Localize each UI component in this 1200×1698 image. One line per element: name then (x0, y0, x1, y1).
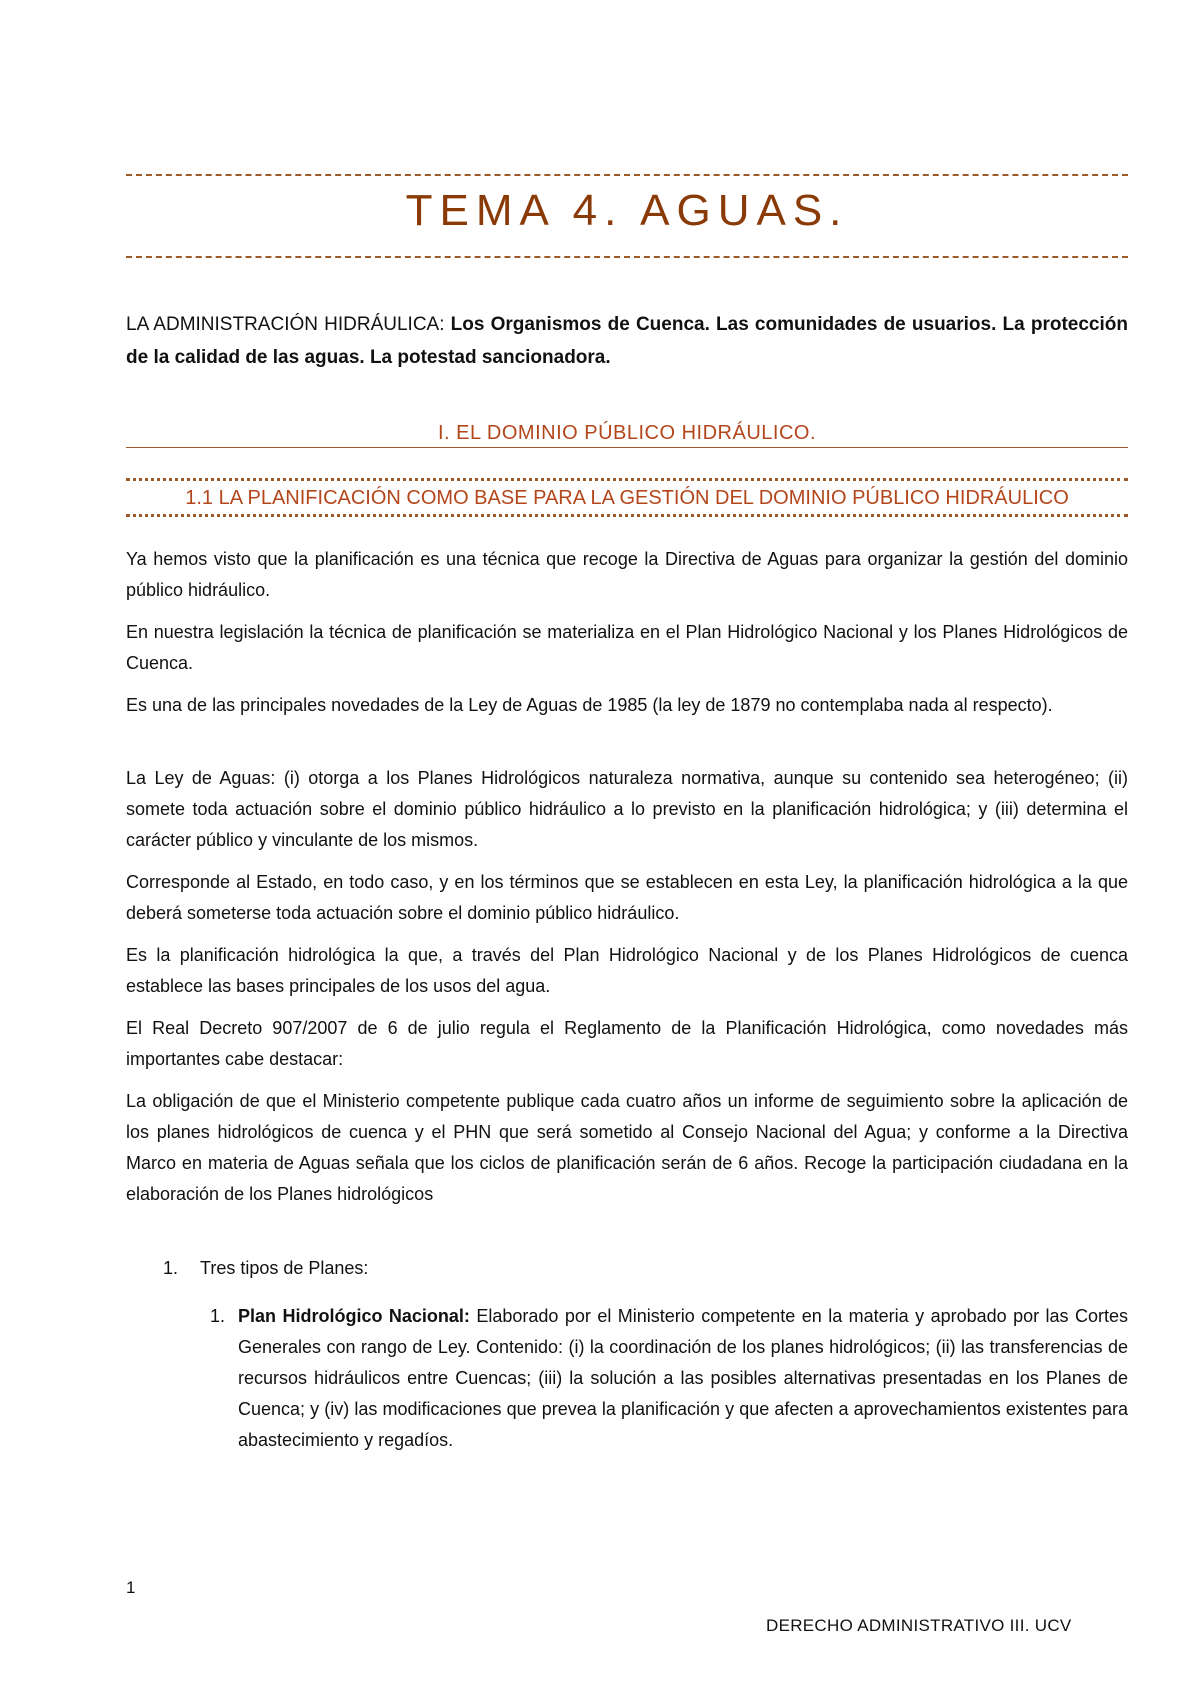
list-item-number: 1. (163, 1258, 179, 1278)
list-item-text: Tres tipos de Planes: (200, 1258, 369, 1278)
subsection-heading: 1.1 LA PLANIFICACIÓN COMO BASE PARA LA GESTIÓN DEL DOMINIO PÚBLICO HIDRÁULICO (185, 487, 1069, 509)
document-title: TEMA 4. AGUAS. (405, 186, 849, 235)
body-paragraph: Ya hemos visto que la planificación es una técnica que recoge la Directiva de Aguas para organizar la gestión del dominio público hidráulico. (126, 549, 1128, 600)
title-top-rule (126, 174, 1128, 176)
intro-bold-text: Los Organismos de Cuenca. Las comunidades de usuarios. La protección de la calidad de las aguas. La potestad sancionadora. (126, 314, 1128, 368)
subsection-bottom-rule (126, 514, 1128, 517)
page-footer: DERECHO ADMINISTRATIVO III. UCV (766, 1616, 1072, 1635)
intro-paragraph (126, 308, 1128, 374)
body-paragraph: Es una de las principales novedades de la Ley de Aguas de 1985 (la ley de 1879 no contemplaba nada al respecto). (126, 695, 1053, 715)
body-paragraph: La Ley de Aguas: (i) otorga a los Planes Hidrológicos naturaleza normativa, aunque su contenido sea heterogéneo; (ii) somete toda actuación sobre el dominio público hidráulico a lo previsto en la planificación hidrológica; y (iii) determina el carácter público y vinculante de los mismos. (126, 768, 1128, 850)
sub-list-item-term: Plan Hidrológico Nacional: (238, 1306, 470, 1326)
page-number: 1 (126, 1578, 136, 1597)
body-paragraph: Corresponde al Estado, en todo caso, y en los términos que se establecen en esta Ley, la planificación hidrológica a la que deberá someterse toda actuación sobre el dominio público hidráulico. (126, 872, 1128, 923)
body-paragraph: El Real Decreto 907/2007 de 6 de julio regula el Reglamento de la Planificación Hidrológica, como novedades más importantes cabe destacar: (126, 1018, 1128, 1069)
body-paragraph: Es la planificación hidrológica la que, a través del Plan Hidrológico Nacional y de los Planes Hidrológicos de cuenca establece las bases principales de los usos del agua. (126, 945, 1128, 996)
intro-prefix: LA ADMINISTRACIÓN HIDRÁULICA: (126, 314, 451, 335)
section-heading: I. EL DOMINIO PÚBLICO HIDRÁULICO. (437, 422, 817, 444)
sub-list-item-number: 1. (210, 1306, 226, 1326)
title-bottom-rule (126, 256, 1128, 258)
sub-list-item-body: Elaborado por el Ministerio competente en la materia y aprobado por las Cortes Generales con rango de Ley. Contenido: (i) la coordinación de los planes hidrológicos; (ii) las transferencias de recursos hidráulicos entre Cuencas; (iii) la solución a las posibles alternativas presentadas en los Planes de Cuenca; y (iv) las modificaciones que prevea la planificación y que afecten a aprovechamientos existentes para abastecimiento y regadíos. (238, 1306, 1129, 1450)
section-heading-rule (126, 447, 1128, 448)
subsection-top-rule (126, 478, 1128, 481)
body-paragraph: En nuestra legislación la técnica de planificación se materializa en el Plan Hidrológico Nacional y los Planes Hidrológicos de Cuenca. (126, 622, 1128, 673)
body-paragraph: La obligación de que el Ministerio competente publique cada cuatro años un informe de seguimiento sobre la aplicación de los planes hidrológicos de cuenca y el PHN que será sometido al Consejo Nacional del Agua; y conforme a la Directiva Marco en materia de Aguas señala que los ciclos de planificación serán de 6 años. Recoge la participación ciudadana en la elaboración de los Planes hidrológicos (126, 1091, 1128, 1204)
sub-list-item-text (238, 1301, 1128, 1456)
